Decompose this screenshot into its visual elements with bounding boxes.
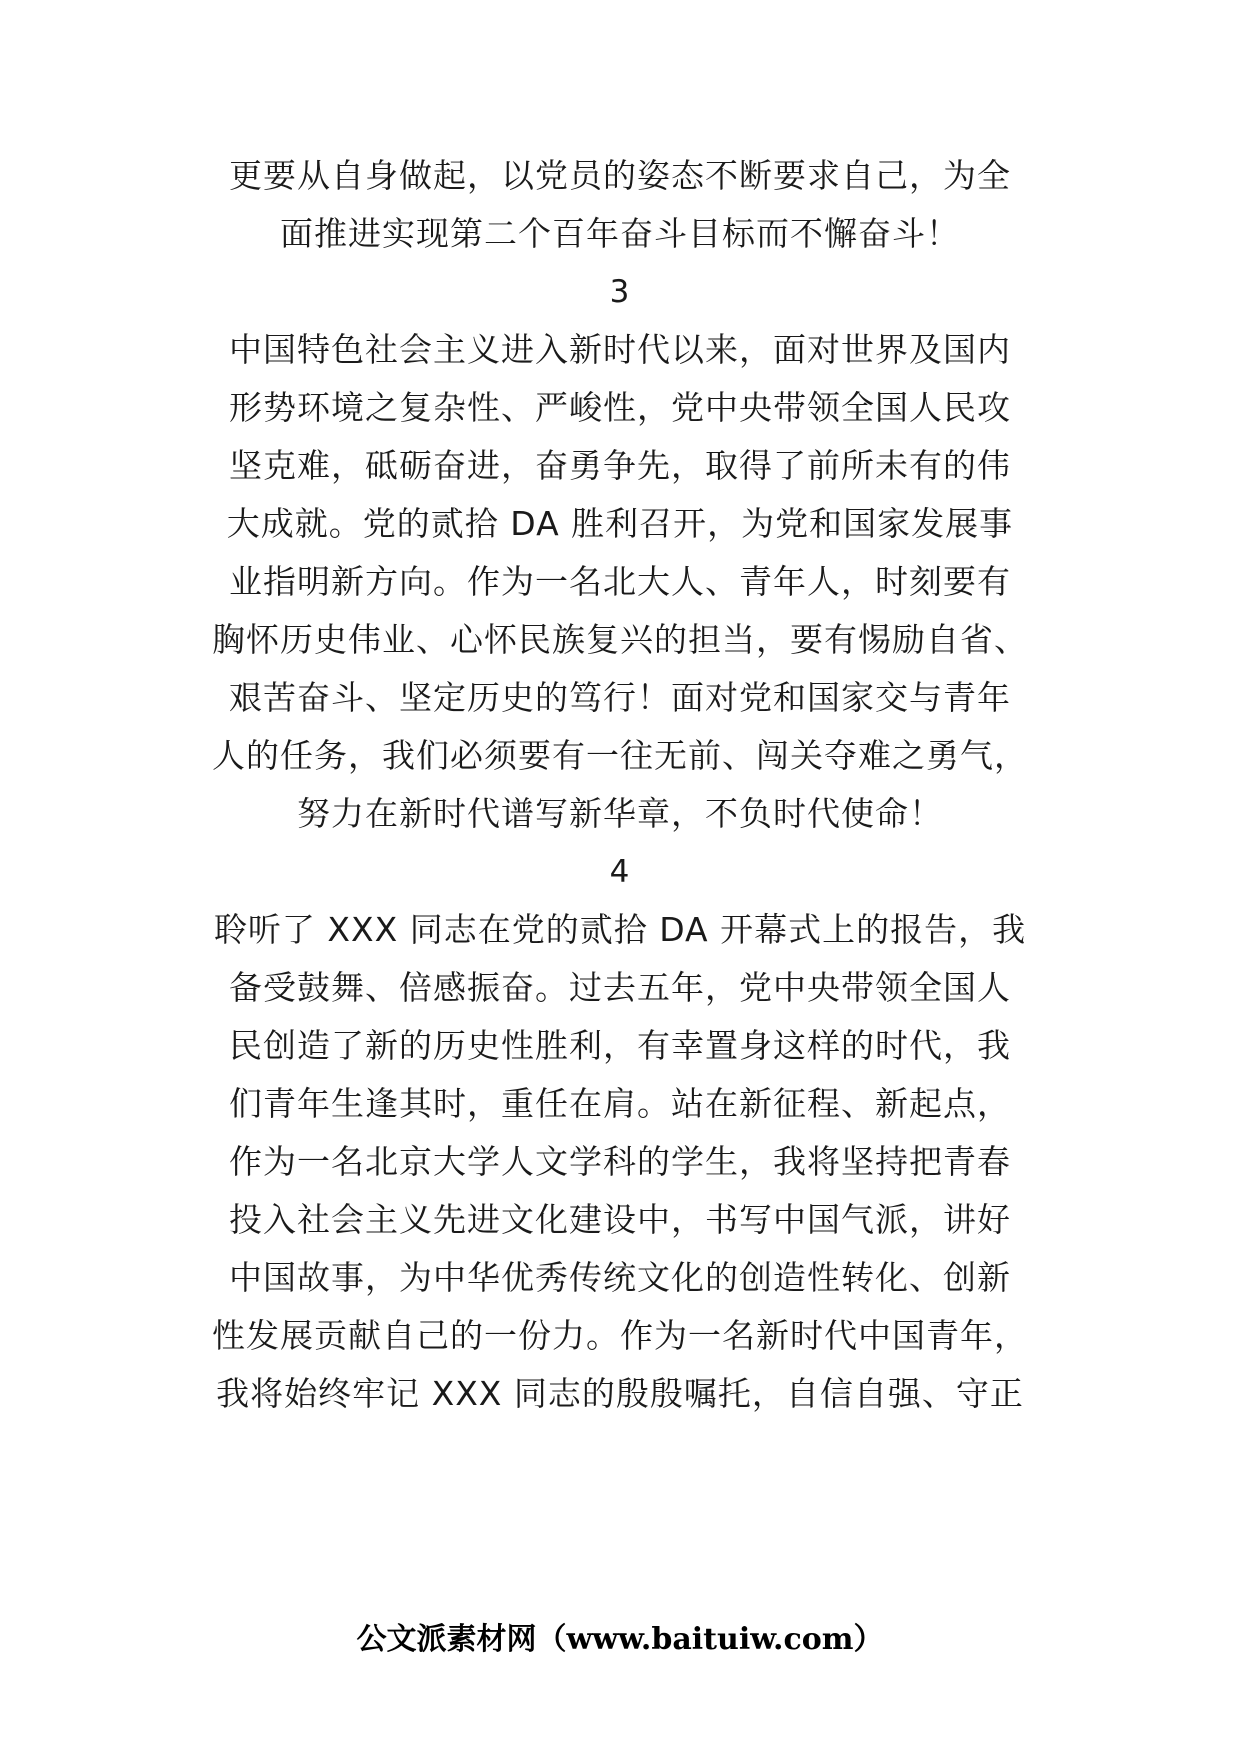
body-text-line: 民创造了新的历史性胜利，有幸置身这样的时代，我 xyxy=(229,1026,1011,1065)
section-number: 4 xyxy=(609,854,631,890)
body-text-line: 中国特色社会主义进入新时代以来，面对世界及国内 xyxy=(229,330,1011,369)
body-text-line: 备受鼓舞、倍感振奋。过去五年，党中央带领全国人 xyxy=(229,968,1011,1007)
body-text-line: 们青年生逢其时，重任在肩。站在新征程、新起点， xyxy=(229,1084,1011,1123)
body-text-line: 作为一名北京大学人文学科的学生，我将坚持把青春 xyxy=(229,1142,1011,1181)
body-text-line: 人的任务，我们必须要有一往无前、闯关夺难之勇气， xyxy=(212,736,1028,775)
body-text-line: 形势环境之复杂性、严峻性，党中央带领全国人民攻 xyxy=(229,388,1011,427)
body-text-line: 艰苦奋斗、坚定历史的笃行！面对党和国家交与青年 xyxy=(229,678,1011,717)
body-text-line: 性发展贡献自己的一份力。作为一名新时代中国青年， xyxy=(212,1316,1028,1355)
body-text-line: 我将始终牢记 XXX 同志的殷殷嘱托，自信自强、守正 xyxy=(216,1374,1024,1413)
body-text-line: 投入社会主义先进文化建设中，书写中国气派，讲好 xyxy=(229,1200,1011,1239)
body-text-line: 努力在新时代谱写新华章，不负时代使命！ xyxy=(297,794,943,833)
body-text-line: 业指明新方向。作为一名北大人、青年人，时刻要有 xyxy=(229,562,1011,601)
page-footer: 公文派素材网（www.baituiw.com） xyxy=(356,1622,884,1657)
section-number: 3 xyxy=(609,274,631,310)
body-text-line: 中国故事，为中华优秀传统文化的创造性转化、创新 xyxy=(229,1258,1011,1297)
body-text-line: 聆听了 XXX 同志在党的贰拾 DA 开幕式上的报告，我 xyxy=(213,910,1027,949)
body-text-line: 大成就。党的贰拾 DA 胜利召开，为党和国家发展事 xyxy=(226,504,1014,543)
body-text-line: 胸怀历史伟业、心怀民族复兴的担当，要有惕励自省、 xyxy=(212,620,1028,659)
body-text-line: 更要从自身做起，以党员的姿态不断要求自己，为全 xyxy=(229,156,1011,195)
body-text-line: 坚克难，砥砺奋进，奋勇争先，取得了前所未有的伟 xyxy=(229,446,1011,485)
body-text-line: 面推进实现第二个百年奋斗目标而不懈奋斗！ xyxy=(280,214,960,253)
